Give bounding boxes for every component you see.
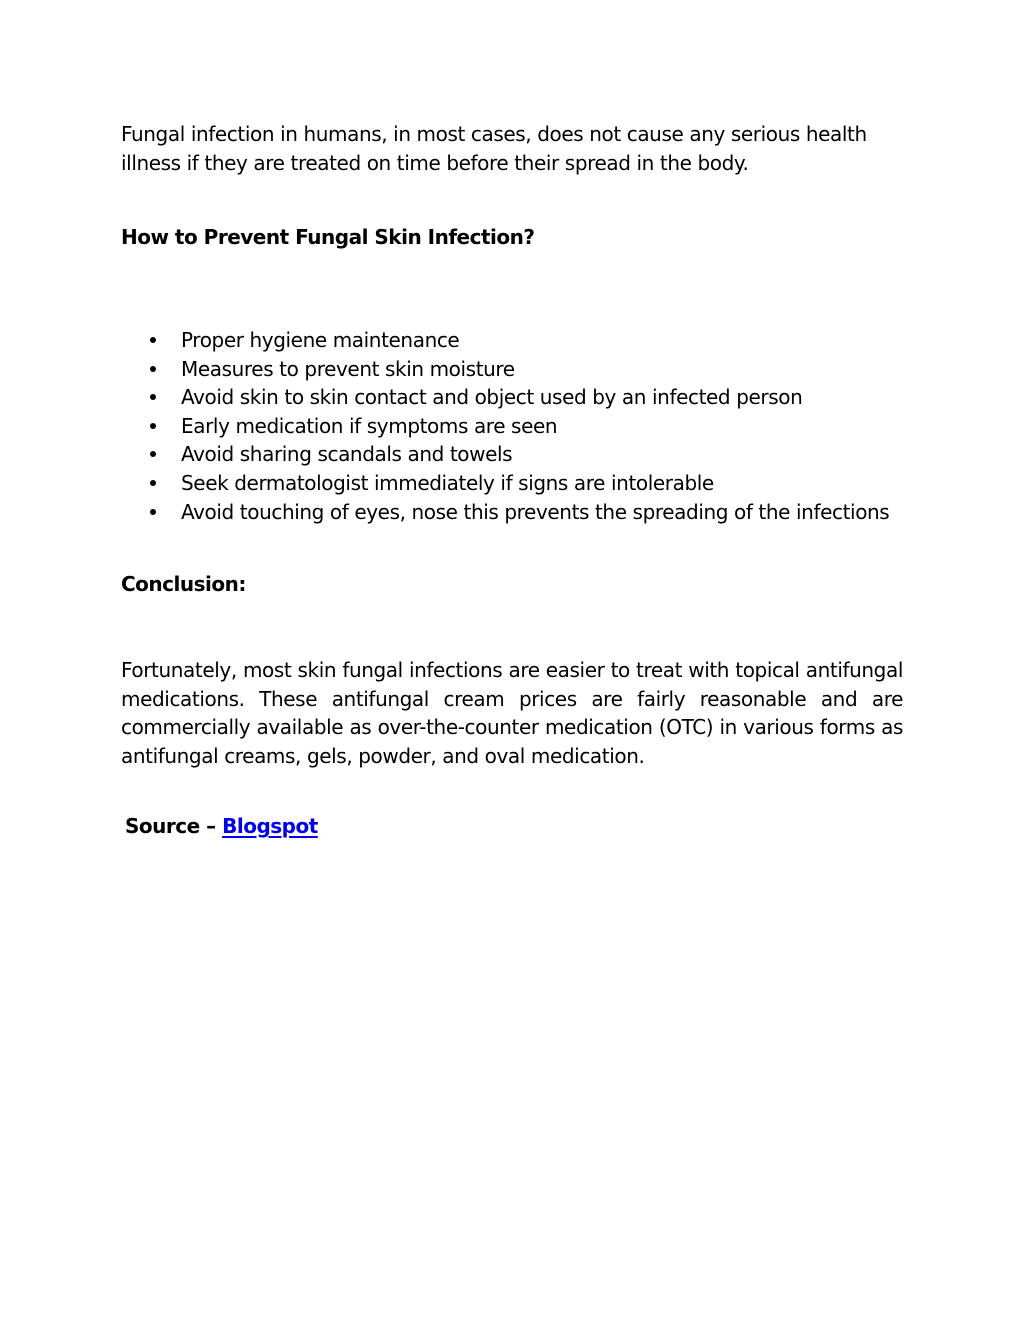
- prevention-list: [121, 326, 921, 526]
- bullet-icon: [150, 337, 156, 343]
- list-item-text: Avoid skin to skin contact and object used by an infected person: [181, 385, 803, 410]
- conclusion-heading: Conclusion:: [121, 572, 246, 596]
- list-item-text: Seek dermatologist immediately if signs are intolerable: [181, 470, 714, 495]
- list-item: [121, 498, 921, 527]
- list-item-text: Measures to prevent skin moisture: [181, 356, 515, 381]
- bullet-icon: [150, 480, 156, 486]
- list-item: [121, 412, 921, 441]
- list-item-text: Early medication if symptoms are seen: [181, 413, 558, 438]
- list-item-text: Avoid sharing scandals and towels: [181, 442, 513, 467]
- bullet-icon: [150, 394, 156, 400]
- bullet-icon: [150, 423, 156, 429]
- list-item: [121, 326, 921, 355]
- list-item: [121, 383, 921, 412]
- bullet-icon: [150, 509, 156, 515]
- list-item: [121, 355, 921, 384]
- list-item-text: Avoid touching of eyes, nose this prevents the spreading of the infections: [181, 499, 890, 524]
- bullet-icon: [150, 451, 156, 457]
- list-item: [121, 440, 921, 469]
- source-line: [125, 812, 318, 841]
- bullet-icon: [150, 366, 156, 372]
- intro-paragraph: Fungal infection in humans, in most cases, does not cause any serious health illness if they are treated on time before their spread in the body.: [121, 122, 867, 175]
- conclusion-paragraph: Fortunately, most skin fungal infections are easier to treat with topical antifungal medications. These antifungal cream prices are fairly reasonable and are commercially available as over-the-counter medication (OTC) in various forms as antifungal creams, gels, powder, and oval medication.: [121, 658, 903, 768]
- source-label: Source –: [125, 814, 216, 838]
- source-link[interactable]: Blogspot: [222, 814, 318, 838]
- prevention-heading: How to Prevent Fungal Skin Infection?: [121, 225, 535, 249]
- list-item: [121, 469, 921, 498]
- list-item-text: Proper hygiene maintenance: [181, 328, 460, 352]
